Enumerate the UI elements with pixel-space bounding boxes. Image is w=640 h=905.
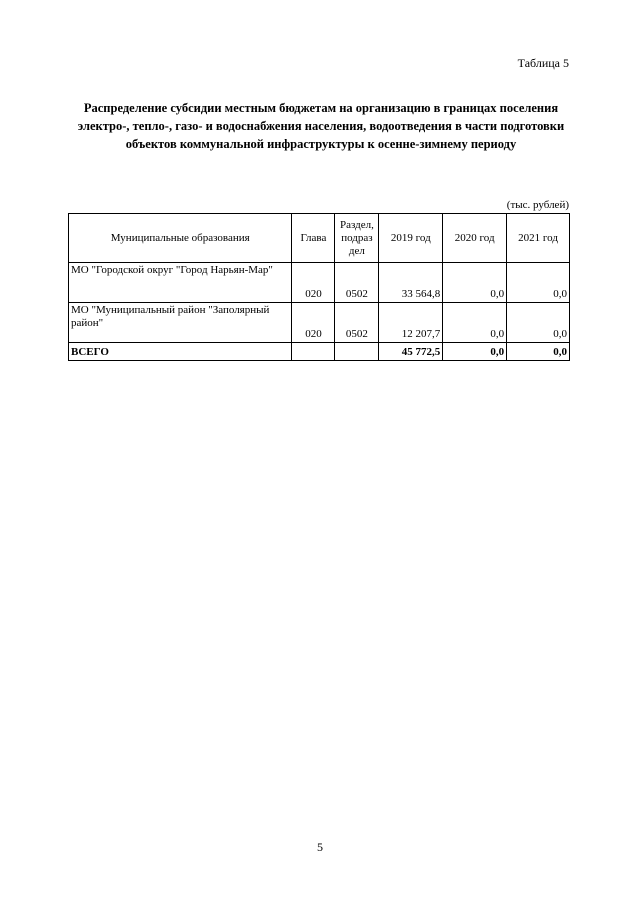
table-header-row xyxy=(69,214,570,263)
document-title: Распределение субсидии местным бюджетам на организацию в границах поселения электро-, тепло-, газо- и водоснабжения населения, водоотведения в части подготовки объектов коммунальной инфраструктуры к осенне-зимнему периоду xyxy=(77,101,565,151)
row-value-2020: 0,0 xyxy=(443,263,507,303)
header-section: Раздел, подраз дел xyxy=(335,214,379,263)
row-value-2020: 0,0 xyxy=(443,303,507,343)
table-row xyxy=(69,303,570,343)
total-label: ВСЕГО xyxy=(69,343,292,361)
header-municipality: Муниципальные образования xyxy=(69,214,292,263)
units-label: (тыс. рублей) xyxy=(506,199,569,211)
row-value-2019: 33 564,8 xyxy=(379,263,443,303)
row-section: 0502 xyxy=(335,263,379,303)
row-value-2019: 12 207,7 xyxy=(379,303,443,343)
total-row xyxy=(69,343,570,361)
table-row xyxy=(69,263,570,303)
row-municipality-name: МО "Городской округ "Город Нарьян-Мар" xyxy=(69,263,292,303)
row-chapter: 020 xyxy=(292,263,335,303)
row-municipality-name: МО "Муниципальный район "Заполярный район" xyxy=(69,303,292,343)
page-number: 5 xyxy=(317,840,323,854)
header-2020: 2020 год xyxy=(443,214,507,263)
row-value-2021: 0,0 xyxy=(507,303,570,343)
total-chapter xyxy=(292,343,335,361)
total-section xyxy=(335,343,379,361)
table-number: Таблица 5 xyxy=(517,56,569,70)
header-2019: 2019 год xyxy=(379,214,443,263)
total-value-2020: 0,0 xyxy=(443,343,507,361)
row-value-2021: 0,0 xyxy=(507,263,570,303)
total-value-2021: 0,0 xyxy=(507,343,570,361)
subsidy-table xyxy=(68,213,570,361)
header-2021: 2021 год xyxy=(507,214,570,263)
row-chapter: 020 xyxy=(292,303,335,343)
header-chapter: Глава xyxy=(292,214,335,263)
total-value-2019: 45 772,5 xyxy=(379,343,443,361)
row-section: 0502 xyxy=(335,303,379,343)
